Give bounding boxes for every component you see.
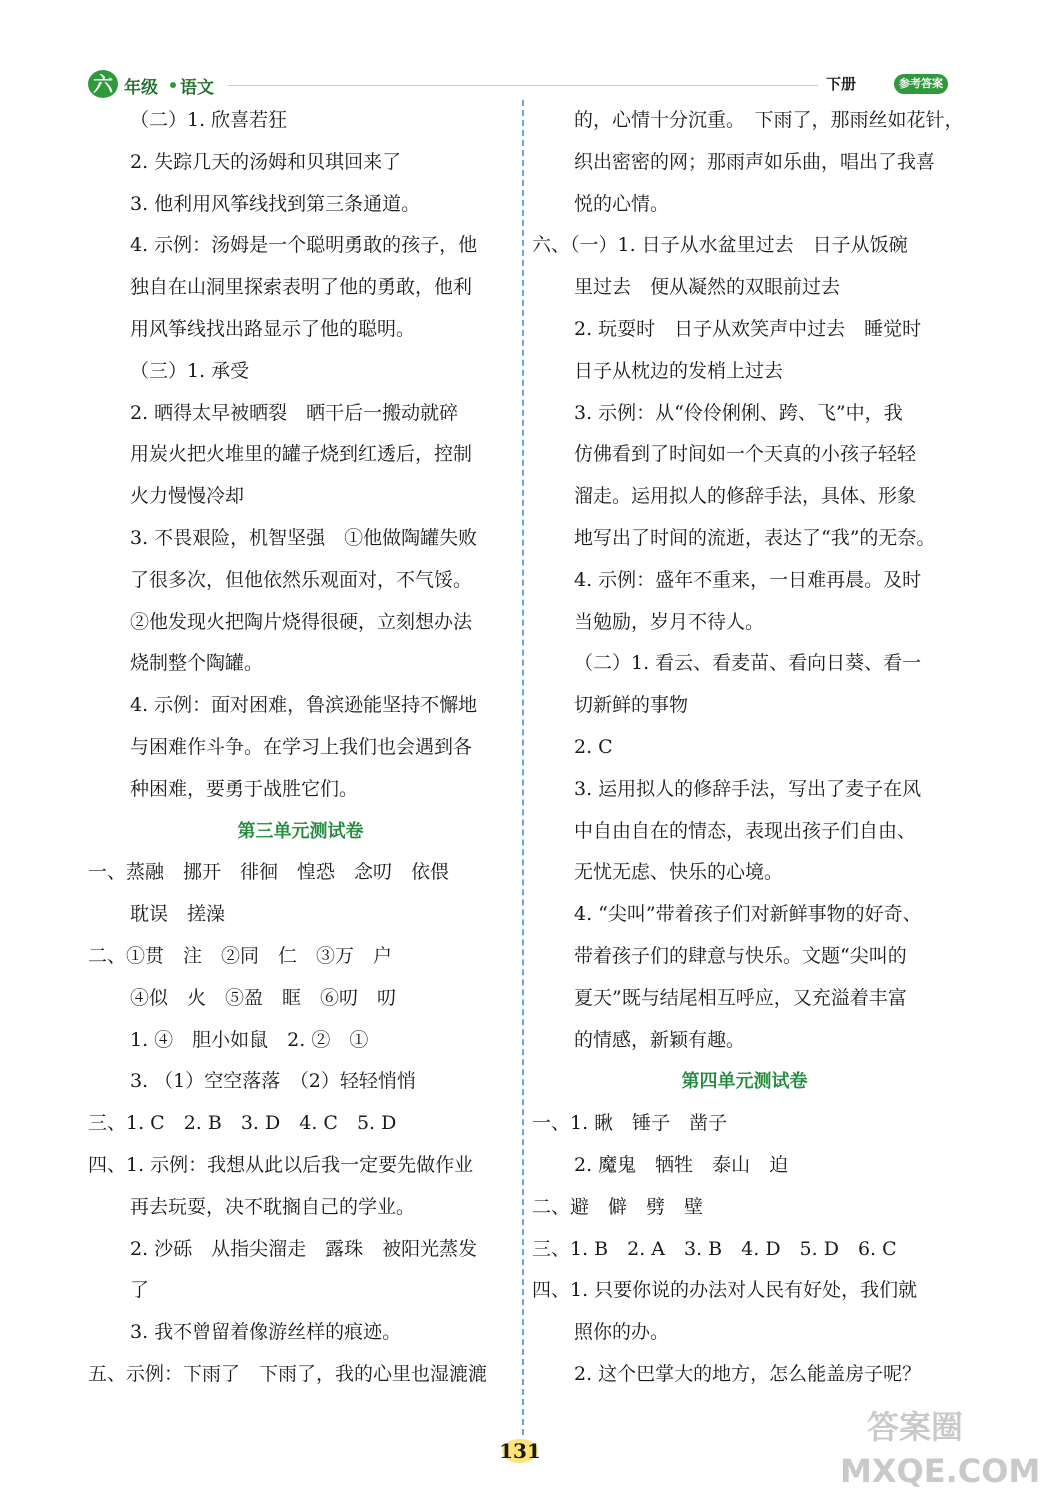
grade-label: 年级 bbox=[124, 78, 158, 98]
answer-line: 4. 示例：面对困难，鲁滨逊能坚持不懈地 bbox=[130, 694, 478, 717]
answer-line: （三）1. 承受 bbox=[130, 359, 250, 382]
answer-line: 4. 示例：汤姆是一个聪明勇敢的孩子，他 bbox=[130, 234, 478, 257]
answer-line: 4. 示例：盛年不重来，一日难再晨。及时 bbox=[574, 568, 922, 591]
separator-dot bbox=[170, 82, 176, 88]
answer-line: 了 bbox=[130, 1279, 150, 1302]
answer-line: 三、1. B 2. A 3. B 4. D 5. D 6. C bbox=[532, 1237, 897, 1260]
answer-line: 2. 沙砾 从指尖溜走 露珠 被阳光蒸发 bbox=[130, 1237, 478, 1260]
answer-line: 中自由自在的情态，表现出孩子们自由、 bbox=[574, 819, 917, 842]
answer-line: 耽误 搓澡 bbox=[130, 903, 226, 926]
answer-line: 了很多次，但他依然乐观面对，不气馁。 bbox=[130, 568, 473, 591]
answer-line: 与困难作斗争。在学习上我们也会遇到各 bbox=[130, 735, 473, 758]
answer-line: 悦的心情。 bbox=[574, 192, 670, 215]
answer-line: 四、1. 只要你说的办法对人民有好处，我们就 bbox=[532, 1279, 918, 1302]
answer-line: 2. 这个巴掌大的地方，怎么能盖房子呢？ bbox=[574, 1362, 922, 1385]
answer-line: ②他发现火把陶片烧得很硬，立刻想办法 bbox=[130, 610, 473, 633]
header-rule bbox=[228, 85, 818, 86]
page-header bbox=[88, 70, 948, 100]
answer-line: 当勉励，岁月不待人。 bbox=[574, 610, 765, 633]
answer-line: 三、1. C 2. B 3. D 4. C 5. D bbox=[88, 1112, 397, 1135]
answer-line: 的，心情十分沉重。 下雨了，那雨丝如花针， bbox=[574, 109, 964, 131]
answer-line: 二、避 僻 劈 壁 bbox=[532, 1195, 704, 1218]
answer-line: 夏天”既与结尾相互呼应，又充溢着丰富 bbox=[574, 986, 907, 1009]
answer-line: 3. 他利用风筝线找到第三条通道。 bbox=[130, 192, 421, 215]
answer-line: 无忧无虑、快乐的心境。 bbox=[574, 861, 784, 884]
answer-line: （二）1. 看云、看麦苗、看向日葵、看一 bbox=[574, 652, 922, 675]
answer-line: 3. 运用拟人的修辞手法，写出了麦子在风 bbox=[574, 777, 922, 800]
answer-line: 3. 示例：从“伶伶俐俐、跨、飞”中，我 bbox=[574, 401, 903, 424]
answer-line: 仿佛看到了时间如一个天真的小孩子轻轻 bbox=[574, 443, 917, 466]
answer-line: 2. 玩耍时 日子从欢笑声中过去 睡觉时 bbox=[574, 317, 922, 340]
answer-line: 烧制整个陶罐。 bbox=[130, 652, 264, 675]
left-column bbox=[88, 100, 513, 1396]
subject-label: 语文 bbox=[180, 78, 214, 98]
volume-label: 下册 bbox=[825, 75, 856, 93]
answer-line: ④似 火 ⑤盈 眶 ⑥叨 叨 bbox=[130, 986, 397, 1009]
answer-line: 2. C bbox=[574, 735, 613, 758]
answer-line: 溜走。运用拟人的修辞手法，具体、形象 bbox=[574, 485, 917, 508]
right-column bbox=[532, 100, 964, 1396]
grade-badge: 六 bbox=[88, 70, 118, 98]
answer-line: 3. 不畏艰险，机智坚强 ①他做陶罐失败 bbox=[130, 526, 478, 549]
page-number: 131 bbox=[497, 1436, 543, 1466]
answer-line: 用炭火把火堆里的罐子烧到红透后，控制 bbox=[130, 443, 473, 466]
answer-line: 地写出了时间的流逝，表达了“我”的无奈。 bbox=[574, 526, 936, 549]
answer-line: 五、示例：下雨了 下雨了，我的心里也湿漉漉 bbox=[88, 1362, 488, 1385]
answer-line: 切新鲜的事物 bbox=[574, 694, 689, 717]
section-title: 第三单元测试卷 bbox=[237, 820, 364, 842]
answer-line: 独自在山洞里探索表明了他的勇敢，他利 bbox=[130, 276, 473, 299]
answer-line: 一、1. 瞅 锤子 凿子 bbox=[532, 1112, 728, 1135]
answer-line: 二、①贯 注 ②同 仁 ③万 户 bbox=[88, 944, 393, 967]
answer-line: 4. “尖叫”带着孩子们对新鲜事物的好奇、 bbox=[574, 903, 922, 926]
answer-line: 用风筝线找出路显示了他的聪明。 bbox=[130, 317, 416, 340]
section-title: 第四单元测试卷 bbox=[681, 1071, 808, 1093]
answer-line: 2. 魔鬼 牺牲 泰山 迫 bbox=[574, 1153, 789, 1176]
answer-line: 3. 我不曾留着像游丝样的痕迹。 bbox=[130, 1321, 402, 1344]
answer-line: 日子从枕边的发梢上过去 bbox=[574, 359, 784, 382]
answer-line: 里过去 便从凝然的双眼前过去 bbox=[574, 276, 841, 299]
answer-line: 一、蒸融 挪开 徘徊 惶恐 念叨 依偎 bbox=[88, 861, 450, 884]
answer-line: 的情感，新颖有趣。 bbox=[574, 1028, 746, 1051]
watermark: 答案圈 MXQE.COM bbox=[840, 1408, 1040, 1490]
answer-line: 火力慢慢冷却 bbox=[130, 485, 245, 508]
answer-line: 种困难，要勇于战胜它们。 bbox=[130, 777, 359, 800]
answer-line: 织出密密的网；那雨声如乐曲，唱出了我喜 bbox=[574, 150, 936, 173]
answer-line: 1. ④ 胆小如鼠 2. ② ① bbox=[130, 1028, 369, 1051]
answer-line: 照你的办。 bbox=[574, 1321, 670, 1344]
column-divider bbox=[522, 100, 524, 1435]
answer-line: 3. （1）空空落落 （2）轻轻悄悄 bbox=[130, 1070, 416, 1093]
answer-tag: 参考答案 bbox=[894, 74, 948, 94]
answer-line: 六、（一）1. 日子从水盆里过去 日子从饭碗 bbox=[532, 234, 908, 257]
answer-line: 2. 失踪几天的汤姆和贝琪回来了 bbox=[130, 150, 402, 173]
answer-line: 再去玩耍，决不耽搁自己的学业。 bbox=[130, 1195, 416, 1218]
answer-line: 2. 晒得太早被晒裂 晒干后一搬动就碎 bbox=[130, 401, 459, 424]
answer-line: 四、1. 示例：我想从此以后我一定要先做作业 bbox=[88, 1153, 474, 1176]
answer-line: 带着孩子们的肆意与快乐。文题“尖叫的 bbox=[574, 944, 907, 967]
answer-line: （二）1. 欣喜若狂 bbox=[130, 109, 288, 131]
